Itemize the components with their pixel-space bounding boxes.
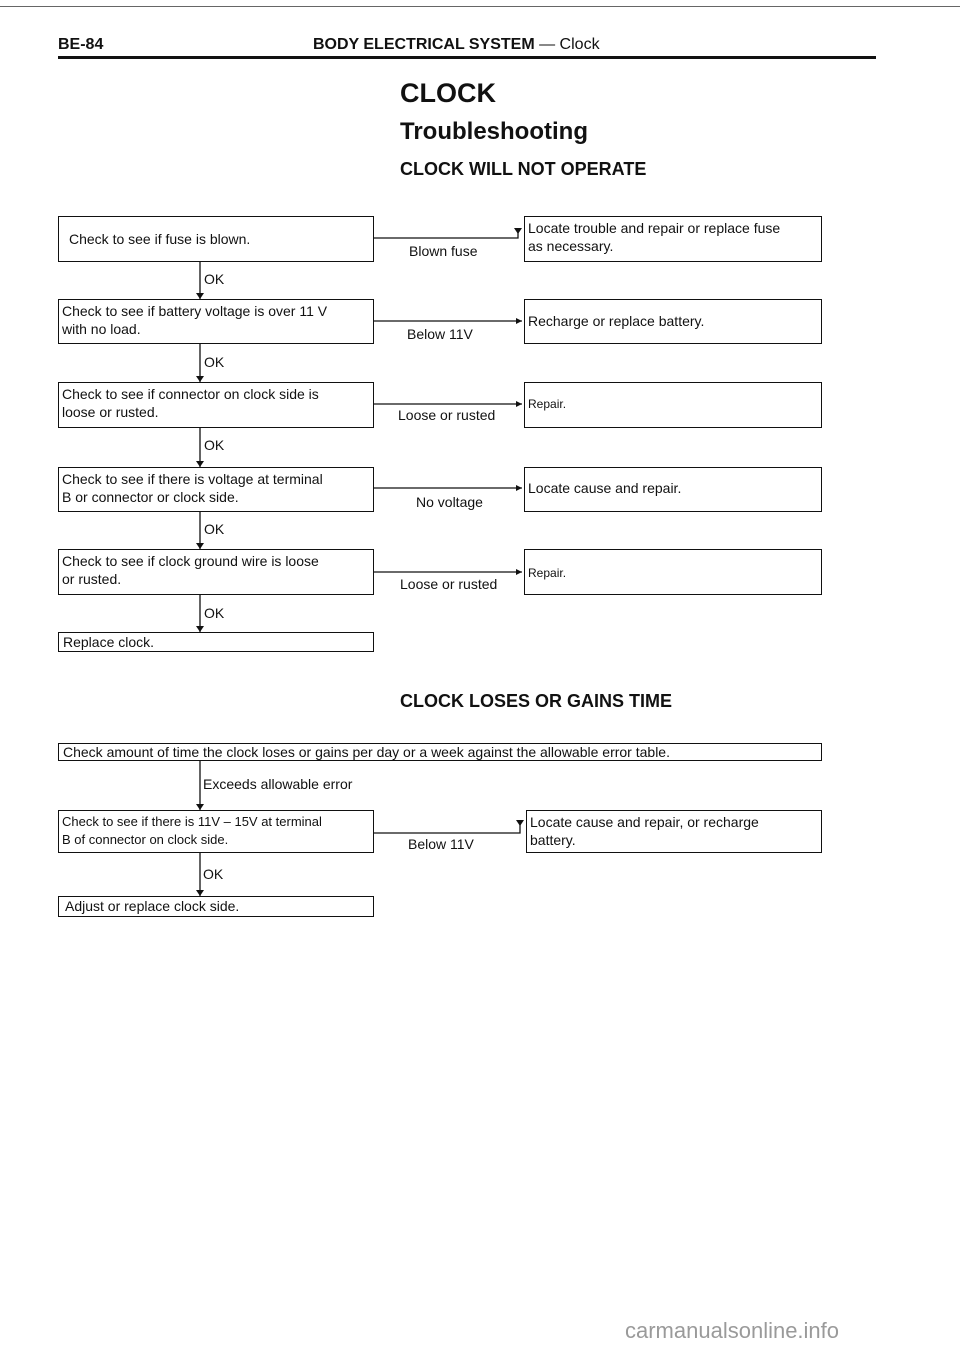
check-fuse-box: Check to see if fuse is blown. [58,216,374,262]
section-heading-1: CLOCK WILL NOT OPERATE [400,159,647,179]
ok-label-6: OK [203,866,224,882]
ok-label-3: OK [204,437,225,453]
page-number: BE-84 [58,36,104,53]
check-ground-wire-box: Check to see if clock ground wire is loose or rusted. [58,549,374,595]
page-title: CLOCK [400,78,496,108]
ok-label-4: OK [204,521,225,537]
action-repair-box-2: Repair. [524,549,822,595]
condition-below-11v: Below 11V [407,326,473,342]
ok-label-2: OK [204,354,225,370]
condition-no-voltage: No voltage [416,494,483,510]
action-locate-cause-recharge-box: Locate cause and repair, or recharge battery. [526,810,822,853]
watermark: carmanualsonline.info [625,1318,840,1343]
adjust-replace-clock-box: Adjust or replace clock side. [58,896,374,917]
ok-label-5: OK [204,605,225,621]
check-connector-box: Check to see if connector on clock side is loose or rusted. [58,382,374,428]
condition-loose-or-rusted-2: Loose or rusted [400,576,498,592]
condition-loose-or-rusted-1: Loose or rusted [398,407,496,423]
action-replace-fuse-box: Locate trouble and repair or replace fuse as necessary. [524,216,822,262]
replace-clock-box: Replace clock. [58,632,374,652]
page-subtitle: Troubleshooting [400,118,588,145]
section-heading-2: CLOCK LOSES OR GAINS TIME [400,691,673,711]
action-locate-cause-box: Locate cause and repair. [524,467,822,512]
check-11-15v-box: Check to see if there is 11V – 15V at terminal B of connector on clock side. [58,810,374,853]
section-subtitle: — Clock [539,36,600,53]
action-recharge-battery-box: Recharge or replace battery. [524,299,822,344]
check-terminal-voltage-box: Check to see if there is voltage at terminal B or connector or clock side. [58,467,374,512]
check-time-error-box: Check amount of time the clock loses or gains per day or a week against the allowable error table. [58,743,822,761]
condition-blown-fuse: Blown fuse [409,243,478,259]
ok-label-1: OK [204,271,225,287]
exceeds-allowable-error-label: Exceeds allowable error [203,776,353,792]
condition-below-11v-2: Below 11V [408,836,474,852]
section-title: BODY ELECTRICAL SYSTEM [313,36,535,53]
action-repair-box-1: Repair. [524,382,822,428]
check-battery-box: Check to see if battery voltage is over 11 V with no load. [58,299,374,344]
